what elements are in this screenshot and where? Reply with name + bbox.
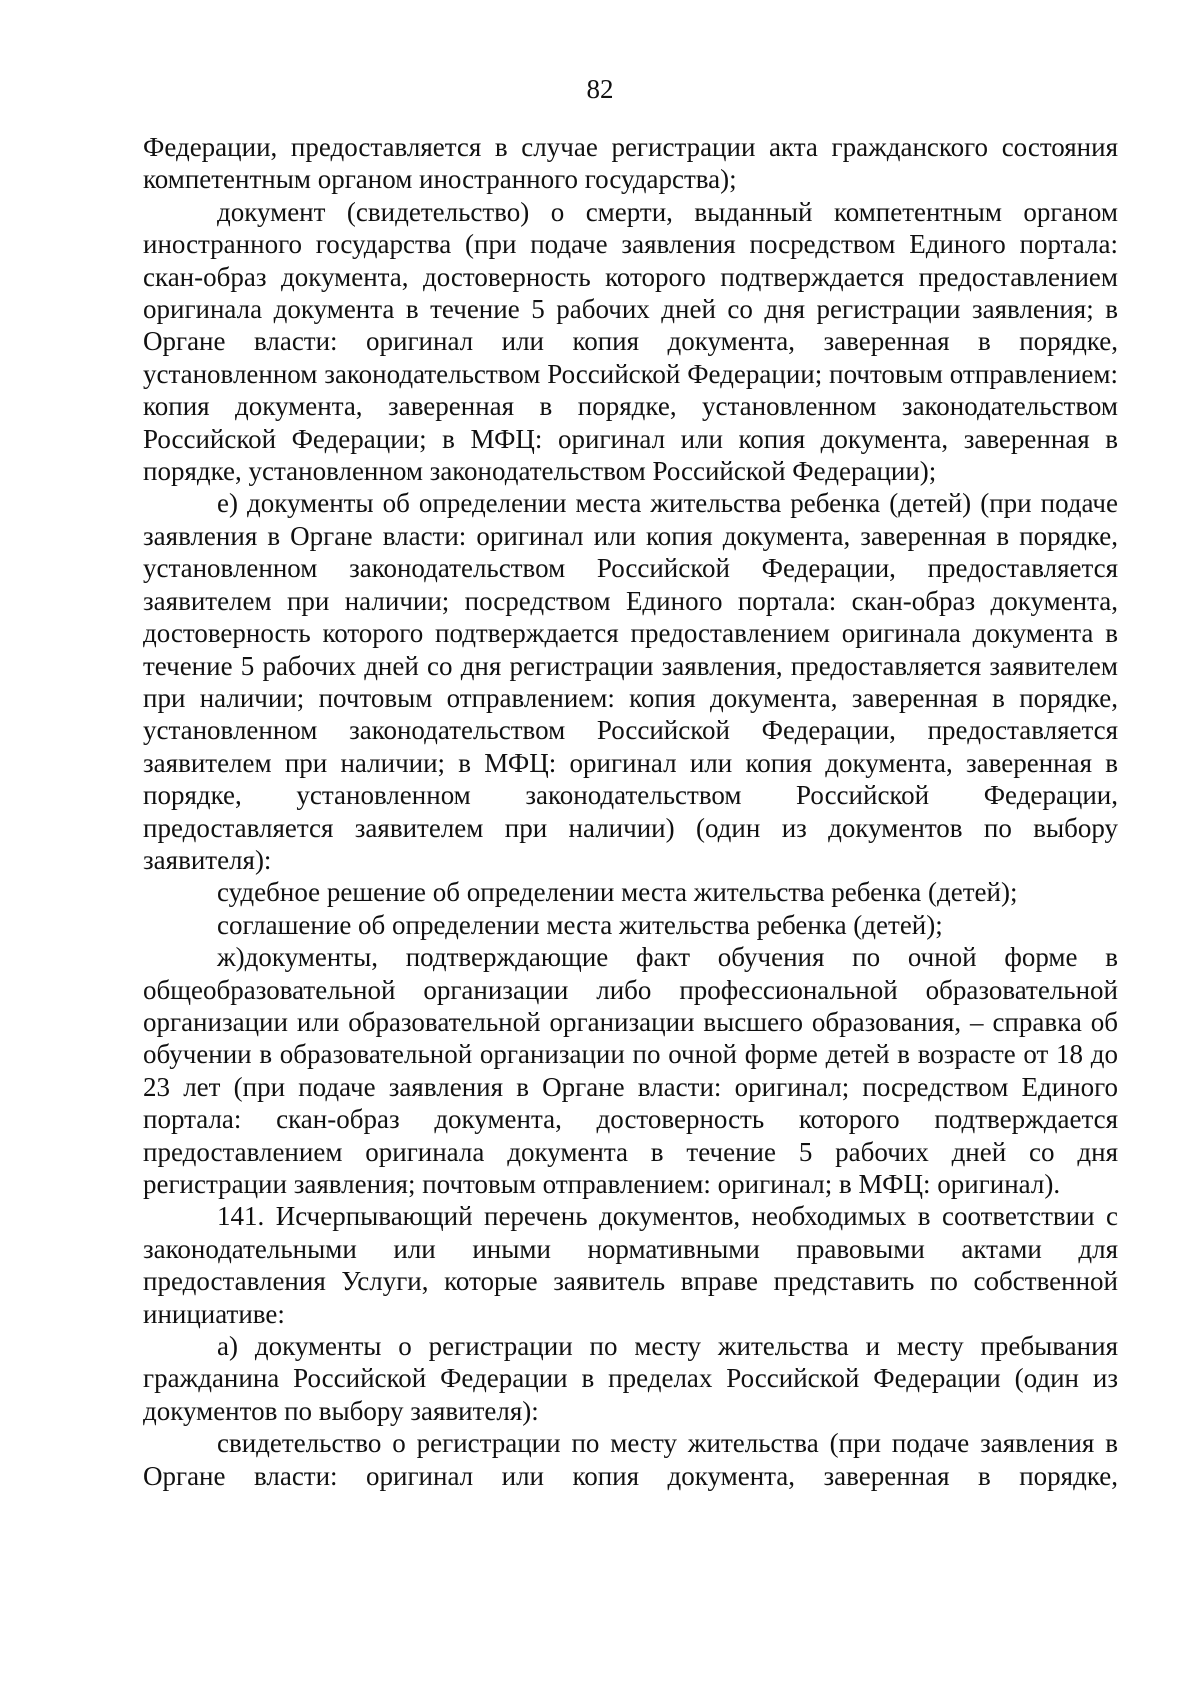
- paragraph-item-zh: ж)документы, подтверждающие факт обучения по очной форме в общеобразовательной организации либо профессиональной образовательной организации или образовательной организации высшего образования, – справка об обучении в образовательной организации по очной форме детей в возрасте от 18 до 23 лет (при подаче заявления в Органе власти: оригинал; посредством Единого портала: скан-образ документа, достоверность которого подтверждается предоставлением оригинала документа в течение 5 рабочих дней со дня регистрации заявления; почтовым отправлением: оригинал; в МФЦ: оригинал).: [143, 942, 1118, 1199]
- paragraph-continuation: Федерации, предоставляется в случае регистрации акта гражданского состояния компетентным органом иностранного государства);: [143, 132, 1118, 195]
- paragraph-death-certificate: документ (свидетельство) о смерти, выданный компетентным органом иностранного государства (при подаче заявления посредством Единого портала: скан-образ документа, достоверность которого подтверждается предоставлением оригинала документа в течение 5 рабочих дней со дня регистрации заявления; в Органе власти: оригинал или копия документа, заверенная в порядке, установленном законодательством Российской Федерации; почтовым отправлением: копия документа, заверенная в порядке, установленном законодательством Российской Федерации; в МФЦ: оригинал или копия документа, заверенная в порядке, установленном законодательством Российской Федерации);: [143, 196, 1118, 487]
- paragraph-court-decision: судебное решение об определении места жительства ребенка (детей);: [217, 877, 1018, 908]
- page-number: 82: [586, 74, 614, 104]
- paragraph-agreement: соглашение об определении места жительства ребенка (детей);: [217, 909, 943, 940]
- paragraph-item-a: а) документы о регистрации по месту жительства и месту пребывания гражданина Российской Федерации в пределах Российской Федерации (один из документов по выбору заявителя):: [143, 1331, 1118, 1426]
- paragraph-item-e: е) документы об определении места жительства ребенка (детей) (при подаче заявления в Органе власти: оригинал или копия документа, заверенная в порядке, установленном законодательством Российской Федерации, предоставляется заявителем при наличии; посредством Единого портала: скан-образ документа, достоверность которого подтверждается предоставлением оригинала документа в течение 5 рабочих дней со дня регистрации заявления, предоставляется заявителем при наличии; почтовым отправлением: копия документа, заверенная в порядке, установленном законодательством Российской Федерации, предоставляется заявителем при наличии; в МФЦ: оригинал или копия документа, заверенная в порядке, установленном законодательством Российской Федерации, предоставляется заявителем при наличии) (один из документов по выбору заявителя):: [143, 488, 1118, 875]
- paragraph-registration-certificate: свидетельство о регистрации по месту жительства (при подаче заявления в Органе власти: оригинал или копия документа, заверенная в порядке,: [143, 1428, 1118, 1491]
- paragraph-141: 141. Исчерпывающий перечень документов, необходимых в соответствии с законодательными или иными нормативными правовыми актами для предоставления Услуги, которые заявитель вправе представить по собственной инициативе:: [143, 1201, 1118, 1329]
- document-body: [143, 131, 1118, 1492]
